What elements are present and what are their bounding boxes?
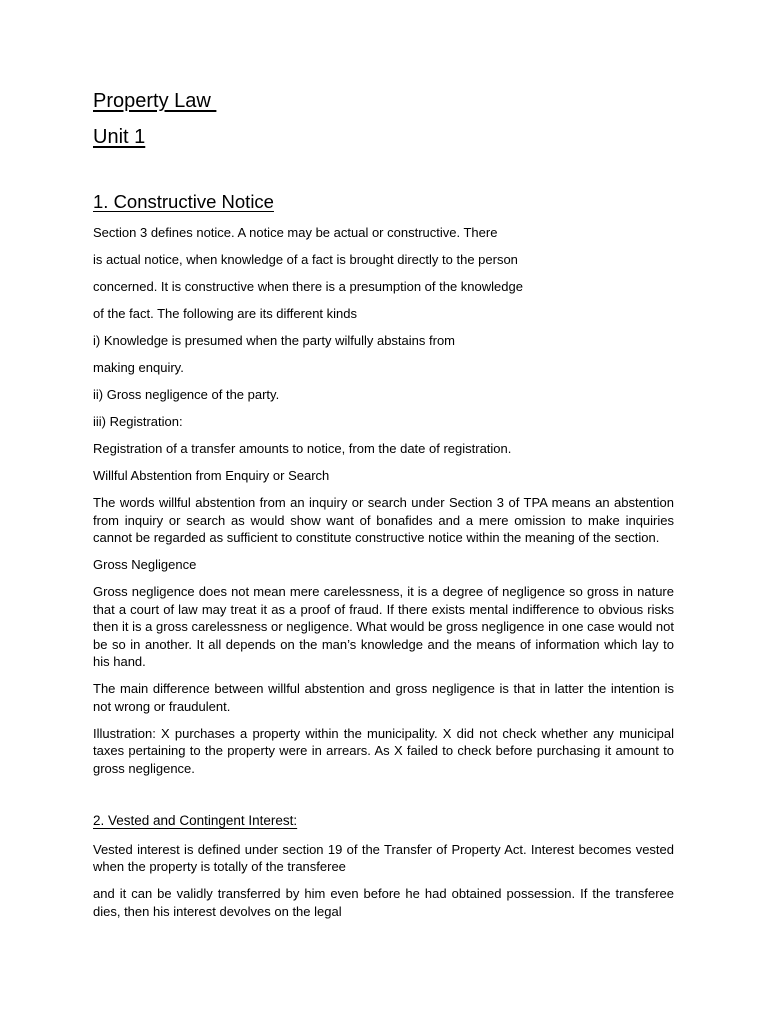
- paragraph-difference: The main difference between willful abstention and gross negligence is that in latter the intention is not wrong or fraudulent.: [93, 681, 674, 714]
- section-heading-constructive-notice: 1. Constructive Notice: [93, 191, 274, 212]
- paragraph-vested-interest-2: and it can be validly transferred by him even before he had obtained possession. If the transferee dies, then his interest devolves on the legal: [93, 886, 674, 919]
- subheading-gross-negligence: Gross Negligence: [93, 557, 197, 572]
- list-item: i) Knowledge is presumed when the party wilfully abstains from: [93, 333, 456, 348]
- paragraph-gross-negligence: Gross negligence does not mean mere carelessness, it is a degree of negligence so gross in nature that a court of law may treat it as a proof of fraud. If there exists mental indifference to obvious risks then it is a gross carelessness or negligence. What would be gross negligence in one case would not be so in another. It all depends on the man’s knowledge and the means of information which lay to his hand.: [93, 584, 674, 669]
- paragraph-vested-interest-1: Vested interest is defined under section 19 of the Transfer of Property Act. Interest becomes vested when the property is totally of the transferee: [93, 841, 674, 874]
- text-line: of the fact. The following are its different kinds: [93, 306, 357, 321]
- paragraph-willful-abstention: The words willful abstention from an inquiry or search under Section 3 of TPA means an abstention from inquiry or search as would show want of bonafides and a mere omission to make inquiries cannot be regarded as sufficient to constitute constructive notice within the meaning of the section.: [93, 495, 674, 545]
- document-title: Property Law: [93, 90, 217, 112]
- section-heading-vested-interest: 2. Vested and Contingent Interest:: [93, 813, 298, 828]
- list-item: ii) Gross negligence of the party.: [93, 387, 280, 402]
- unit-heading: Unit 1: [93, 126, 146, 148]
- list-item: iii) Registration:: [93, 414, 183, 429]
- text-line: concerned. It is constructive when there is a presumption of the knowledge: [93, 279, 523, 294]
- subheading-willful-abstention: Willful Abstention from Enquiry or Search: [93, 468, 330, 483]
- text-line: Section 3 defines notice. A notice may be actual or constructive. There: [93, 225, 498, 240]
- text-line: Registration of a transfer amounts to notice, from the date of registration.: [93, 441, 512, 456]
- text-line: is actual notice, when knowledge of a fact is brought directly to the person: [93, 252, 518, 267]
- paragraph-illustration: Illustration: X purchases a property within the municipality. X did not check whether any municipal taxes pertaining to the property were in arrears. As X failed to check before purchasing it amount to gross negligence.: [93, 725, 674, 776]
- text-line: making enquiry.: [93, 360, 184, 375]
